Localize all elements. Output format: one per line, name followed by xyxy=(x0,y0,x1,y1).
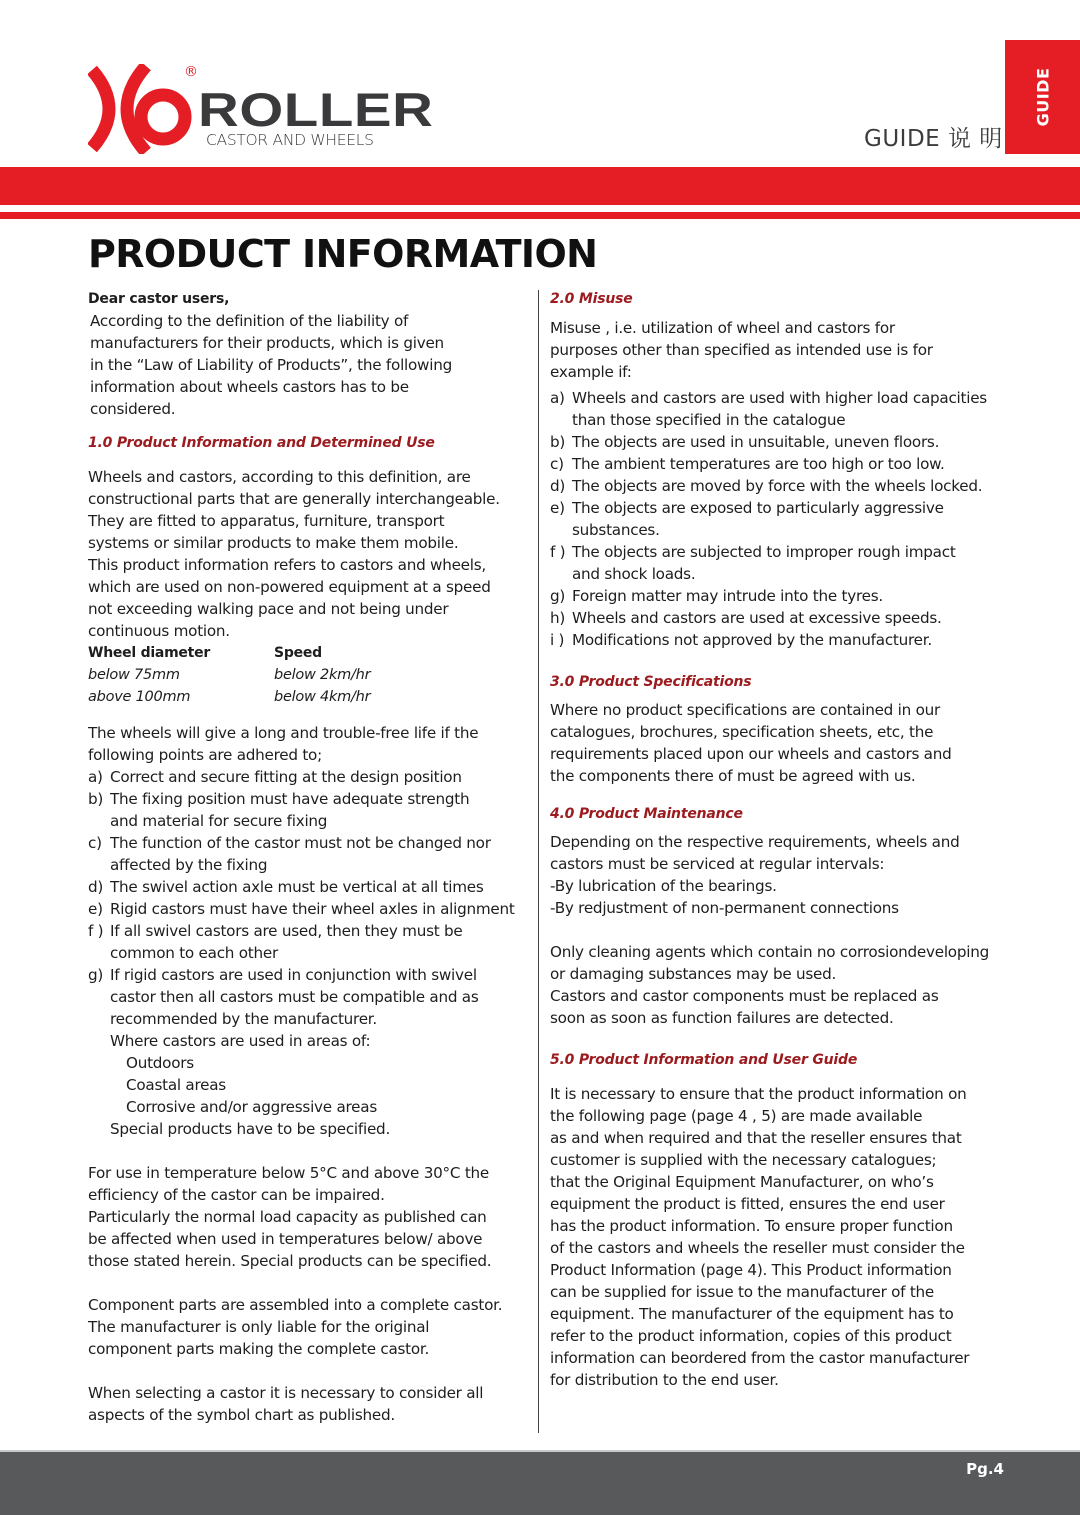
list-text: The objects are subjected to improper rough impact xyxy=(572,543,956,561)
list-marker: g) xyxy=(550,587,566,605)
text-line: catalogues, brochures, specification sheets, etc, the xyxy=(550,723,934,741)
page-title: PRODUCT INFORMATION xyxy=(88,232,598,276)
page-footer xyxy=(0,1450,1080,1515)
guide-heading: GUIDE 说 明 xyxy=(864,126,1003,152)
list-text: Wheels and castors are used with higher load capacities xyxy=(572,389,987,407)
section-5-body xyxy=(550,1083,1050,1391)
list-marker: e) xyxy=(88,900,103,918)
text-line: refer to the product information, copies of this product xyxy=(550,1327,952,1345)
text-line: not exceeding walking pace and not being under xyxy=(88,600,449,618)
text-line: Misuse , i.e. utilization of wheel and castors for xyxy=(550,319,895,337)
misuse-item xyxy=(550,475,1050,497)
list-text-continued: common to each other xyxy=(110,944,278,962)
list-text: The objects are moved by force with the wheels locked. xyxy=(572,477,983,495)
text-line: can be supplied for issue to the manufacturer of the xyxy=(550,1283,935,1301)
list-marker: i ) xyxy=(550,631,565,649)
list-marker: a) xyxy=(88,768,103,786)
text-line: aspects of the symbol chart as published. xyxy=(88,1406,395,1424)
list-marker: a) xyxy=(550,389,565,407)
list-item xyxy=(88,964,528,986)
table-cell: above 100mm xyxy=(88,689,191,705)
text-line: the components there of must be agreed with us. xyxy=(550,767,916,785)
text-line: This product information refers to castors and wheels, xyxy=(88,556,486,574)
text-line: or damaging substances may be used. xyxy=(550,965,837,983)
text-line: They are fitted to apparatus, furniture, transport xyxy=(88,512,445,530)
section-3-heading: 3.0 Product Specifications xyxy=(550,674,752,690)
list-text: Modifications not approved by the manufacturer. xyxy=(572,631,932,649)
area-item: Coastal areas xyxy=(126,1076,226,1094)
guide-tab xyxy=(1005,40,1080,154)
section-1-body xyxy=(88,466,528,642)
text-line: The manufacturer is only liable for the original xyxy=(88,1318,430,1336)
table-header-wheel-diameter: Wheel diameter xyxy=(88,645,211,661)
text-line: systems or similar products to make them mobile. xyxy=(88,534,459,552)
list-item xyxy=(88,832,528,854)
text-line: soon as soon as function failures are detected. xyxy=(550,1009,894,1027)
text-line: Depending on the respective requirements, wheels and xyxy=(550,833,960,851)
text-line: of the castors and wheels the reseller must consider the xyxy=(550,1239,965,1257)
list-text: The objects are used in unsuitable, uneven floors. xyxy=(572,433,940,451)
list-text-continued: castor then all castors must be compatible and as xyxy=(110,988,479,1006)
right-column xyxy=(550,288,1050,1391)
text-line: requirements placed upon our wheels and castors and xyxy=(550,745,952,763)
text-line: Particularly the normal load capacity as published can xyxy=(88,1208,487,1226)
text-line: has the product information. To ensure proper function xyxy=(550,1217,953,1235)
text-line: For use in temperature below 5°C and above 30°C the xyxy=(88,1164,489,1182)
text-line: example if: xyxy=(550,363,632,381)
text-line: continuous motion. xyxy=(88,622,230,640)
header-band xyxy=(0,167,1080,205)
list-marker: h) xyxy=(550,609,566,627)
misuse-item xyxy=(550,497,1050,519)
column-divider xyxy=(538,290,539,1433)
list-text-continued: affected by the fixing xyxy=(110,856,268,874)
list-text: If rigid castors are used in conjunction with swivel xyxy=(110,966,477,984)
roller-logo-icon xyxy=(88,64,198,154)
text-line: information can beordered from the castor manufacturer xyxy=(550,1349,970,1367)
list-marker: f ) xyxy=(88,922,104,940)
text-line: Component parts are assembled into a complete castor. xyxy=(88,1296,503,1314)
text-line: as and when required and that the reseller ensures that xyxy=(550,1129,962,1147)
list-marker: d) xyxy=(550,477,566,495)
brand-name: ROLLER xyxy=(198,83,434,136)
list-marker: c) xyxy=(88,834,102,852)
section-1-heading: 1.0 Product Information and Determined Use xyxy=(88,435,435,451)
header-stripe xyxy=(0,212,1080,219)
list-marker: c) xyxy=(550,455,564,473)
components-paragraph xyxy=(88,1294,528,1360)
table-cell: below 2km/hr xyxy=(274,667,371,683)
text-line: be affected when used in temperatures below/ above xyxy=(88,1230,483,1248)
text-line: which are used on non-powered equipment at a speed xyxy=(88,578,491,596)
list-text-continued: substances. xyxy=(572,521,660,539)
text-line: Where no product specifications are contained in our xyxy=(550,701,940,719)
misuse-item xyxy=(550,607,1050,629)
page-number: Pg.4 xyxy=(966,1460,1004,1478)
list-text: The objects are exposed to particularly aggressive xyxy=(572,499,944,517)
misuse-item xyxy=(550,629,1050,651)
table-cell: below 4km/hr xyxy=(274,689,371,705)
text-line: equipment. The manufacturer of the equipment has to xyxy=(550,1305,954,1323)
misuse-item xyxy=(550,431,1050,453)
text-line: that the Original Equipment Manufacturer, on who’s xyxy=(550,1173,934,1191)
list-text: Rigid castors must have their wheel axles in alignment xyxy=(110,900,515,918)
text-line: -By redjustment of non-permanent connections xyxy=(550,899,899,917)
guide-tab-label: GUIDE xyxy=(1033,67,1052,127)
text-line: Product Information (page 4). This Product information xyxy=(550,1261,952,1279)
section-5-heading: 5.0 Product Information and User Guide xyxy=(550,1052,858,1068)
selecting-paragraph xyxy=(88,1382,528,1426)
text-line: following points are adhered to; xyxy=(88,746,322,764)
list-item xyxy=(88,766,528,788)
table-header-speed: Speed xyxy=(274,645,322,661)
list-marker: e) xyxy=(550,499,565,517)
text-line: information about wheels castors has to be xyxy=(90,378,409,396)
list-text-continued: and shock loads. xyxy=(572,565,696,583)
table-cell: below 75mm xyxy=(88,667,180,683)
misuse-item xyxy=(550,585,1050,607)
text-line: in the “Law of Liability of Products”, the following xyxy=(90,356,452,374)
text-line: those stated herein. Special products can be specified. xyxy=(88,1252,492,1270)
intro-paragraph xyxy=(88,310,528,420)
list-text: The function of the castor must not be changed nor xyxy=(110,834,491,852)
list-marker: f ) xyxy=(550,543,566,561)
list-item xyxy=(88,920,528,942)
list-marker: g) xyxy=(88,966,104,984)
list-marker: b) xyxy=(88,790,104,808)
list-text: Foreign matter may intrude into the tyres. xyxy=(572,587,883,605)
text-line: constructional parts that are generally interchangeable. xyxy=(88,490,500,508)
list-text: Correct and secure fitting at the design position xyxy=(110,768,462,786)
text-line: for distribution to the end user. xyxy=(550,1371,779,1389)
greeting: Dear castor users, xyxy=(88,291,230,307)
text-line: equipment the product is fitted, ensures the end user xyxy=(550,1195,945,1213)
misuse-item xyxy=(550,453,1050,475)
brand-logo xyxy=(88,64,448,154)
area-item: Outdoors xyxy=(126,1054,194,1072)
section-2-heading: 2.0 Misuse xyxy=(550,291,633,307)
text-line: the following page (page 4 , 5) are made available xyxy=(550,1107,923,1125)
list-text: The ambient temperatures are too high or too low. xyxy=(572,455,945,473)
text-line: considered. xyxy=(90,400,176,418)
areas-note: Special products have to be specified. xyxy=(110,1120,391,1138)
list-item xyxy=(88,898,528,920)
text-line: Only cleaning agents which contain no corrosiondeveloping xyxy=(550,943,989,961)
temperature-paragraph xyxy=(88,1162,528,1272)
list-text-continued: than those specified in the catalogue xyxy=(572,411,846,429)
misuse-item xyxy=(550,387,1050,409)
left-column xyxy=(88,288,528,1426)
section-4-heading: 4.0 Product Maintenance xyxy=(550,806,743,822)
text-line: When selecting a castor it is necessary to consider all xyxy=(88,1384,484,1402)
brand-tagline: CASTOR AND WHEELS xyxy=(206,131,374,149)
text-line: purposes other than specified as intended use is for xyxy=(550,341,933,359)
registered-mark: ® xyxy=(184,64,198,80)
text-line: manufacturers for their products, which is given xyxy=(90,334,444,352)
list-text-continued: recommended by the manufacturer. xyxy=(110,1010,377,1028)
speed-table xyxy=(88,642,528,708)
text-line: According to the definition of the liability of xyxy=(90,312,409,330)
list-text-continued: and material for secure fixing xyxy=(110,812,328,830)
text-line: Wheels and castors, according to this definition, are xyxy=(88,468,471,486)
text-line: It is necessary to ensure that the product information on xyxy=(550,1085,967,1103)
text-line: The wheels will give a long and trouble-free life if the xyxy=(88,724,479,742)
text-line: -By lubrication of the bearings. xyxy=(550,877,777,895)
text-line: efficiency of the castor can be impaired. xyxy=(88,1186,385,1204)
list-item xyxy=(88,788,528,810)
list-marker: d) xyxy=(88,878,104,896)
text-line: castors must be serviced at regular intervals: xyxy=(550,855,885,873)
list-text: Wheels and castors are used at excessive speeds. xyxy=(572,609,942,627)
list-item xyxy=(88,876,528,898)
misuse-item xyxy=(550,541,1050,563)
list-marker: b) xyxy=(550,433,566,451)
area-item: Corrosive and/or aggressive areas xyxy=(126,1098,377,1116)
text-line: customer is supplied with the necessary catalogues; xyxy=(550,1151,937,1169)
areas-intro: Where castors are used in areas of: xyxy=(110,1032,371,1050)
list-text: If all swivel castors are used, then they must be xyxy=(110,922,463,940)
text-line: component parts making the complete castor. xyxy=(88,1340,430,1358)
list-text: The fixing position must have adequate strength xyxy=(110,790,470,808)
list-text: The swivel action axle must be vertical at all times xyxy=(110,878,484,896)
text-line: Castors and castor components must be replaced as xyxy=(550,987,939,1005)
